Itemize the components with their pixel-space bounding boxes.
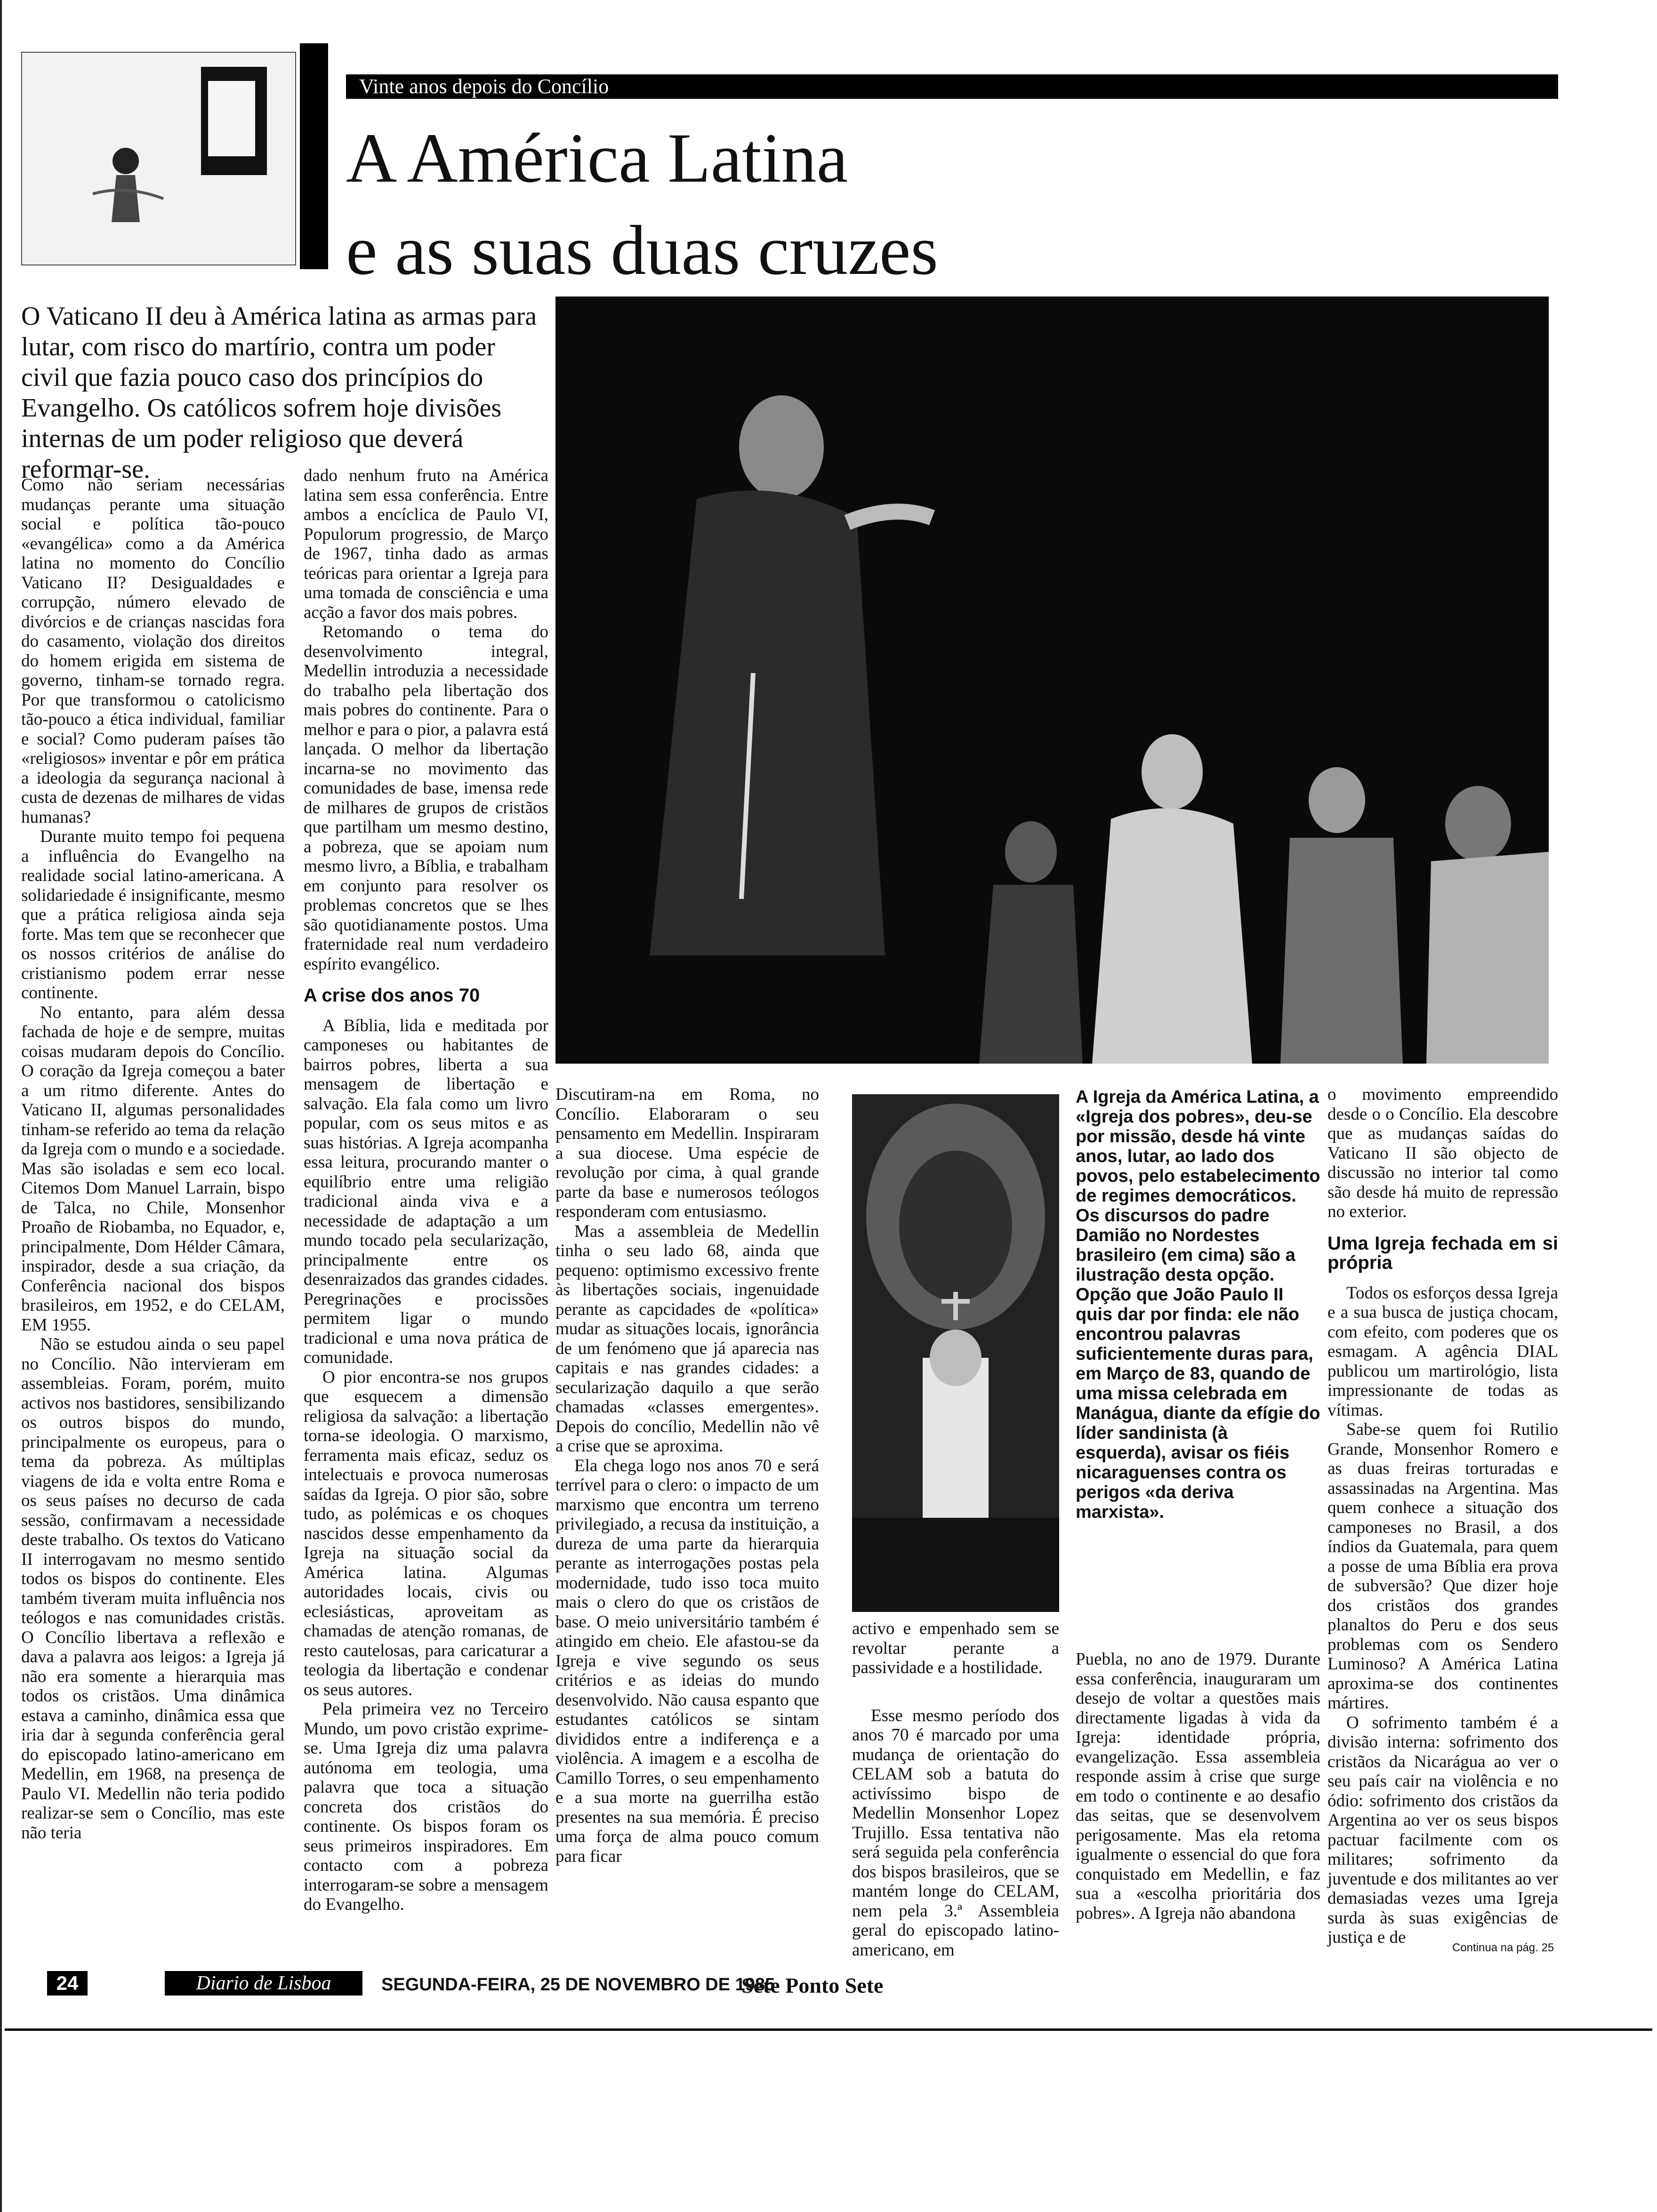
col3-para: Mas a assembleia de Medellin tinha o seu lado 68, ainda que pequeno: optimismo excessivo frente às libertações sociais, ingenuidade perante as capcidades de «política» mudar as situações locais, ignorância de um fenómeno que já aparecia nas capitais e nas grandes cidades: a secularização daquilo a que serão chamadas «classes emergentes». Depois do concílio, Medellin não vê a crise que se aproxima.: [555, 1221, 819, 1456]
col1-para: Durante muito tempo foi pequena a influência do Evangelho na realidade social latino-americana. A solidariedade é insignificante, mesmo que a prática religiosa ainda seja forte. Mas tem que se reconhecer que os nossos critérios de análise do cristianismo podem errar nesse continente.: [21, 827, 285, 1002]
main-photo: [555, 297, 1549, 1064]
headline: [346, 112, 938, 297]
continued-note: Continua na pág. 25: [1452, 1941, 1554, 1954]
col6b-para: Todos os esforços dessa Igreja e a sua busca de justiça chocam, com efeito, com poderes que os esmagam. A agência DIAL publicou um martirológio, lista impressionante de todas as vítimas.: [1327, 1283, 1558, 1420]
publication-name: Diario de Lisboa: [165, 1971, 362, 1996]
headline-line-2: e as suas duas cruzes: [346, 211, 938, 289]
subheading-igreja-fechada: Uma Igreja fechada em si própria: [1327, 1233, 1558, 1273]
col2-para: Retomando o tema do desenvolvimento integral, Medellin introduzia a necessidade do trabalho pela libertação dos mais pobres do continente. Para o melhor e para o pior, a palavra está lançada. O melhor da libertação incarna-se no movimento das comunidades de base, imensa rede de milhares de grupos de cristãos que partilham um mesmo destino, a pobreza, que se apoiam num mesmo livro, a Bíblia, e trabalham em conjunto para resolver os problemas concretos que se lhes são quotidianamente postos. Uma fraternidade real num verdadeiro espírito evangélico.: [304, 622, 548, 974]
article-column-2: [304, 466, 548, 1915]
col4-top-para: activo e empenhado sem se revoltar perante a passividade e a hostilidade.: [852, 1619, 1059, 1677]
lead-paragraph: O Vaticano II deu à América latina as armas para lutar, com risco do martírio, contra um poder civil que fazia pouco caso dos princípios do Evangelho. Os católicos sofrem hoje divisões internas de um poder religioso que deverá reformar-se.: [21, 302, 537, 484]
col5-para: Puebla, no ano de 1979. Durante essa conferência, inauguraram um desejo de voltar a questões mais directamente ligadas à vida da Igreja: identidade própria, evangelização. Essa assembleia responde assim à crise que surge em todo o continente e ao desafio das seitas, que se desenvolvem perigosamente. Mas ela retoma igualmente o essencial do que fora conquistado em Medellin, e faz sua a «escolha prioritária dos pobres». A Igreja não abandona: [1076, 1650, 1320, 1923]
col4-para: Esse mesmo período dos anos 70 é marcado por uma mudança de orientação do CELAM sob a batuta do activíssimo bispo de Medellin Monsenhor Lopez Trujillo. Essa tentativa não será seguida pela conferência dos bispos brasileiros, que se mantém longe do CELAM, nem pela 3.ª Assembleia geral do episcopado latino-americano, em: [852, 1706, 1059, 1960]
col3-para: Ela chega logo nos anos 70 e será terrível para o clero: o impacto de um marxismo que encontra um terreno privilegiado, a recusa da instituição, a dureza de uma parte da hierarquia perante as interrogações postas pela modernidade, tudo isso toca muito mais o clero do que os cristãos de base. O meio universitário também é atingido em cheio. Ele afastou-se da Igreja e vive segundo os seus critérios e as ideias do mundo desenvolvido. Não causa espanto que estudantes católicos se sintam divididos entre a indiferença e a violência. A imagem e a escolha de Camillo Torres, o seu empenhamento e a sua morte na guerrilha estão presentes na sua memória. É preciso uma força de alma pouco comum para ficar: [555, 1456, 819, 1866]
page-edge-line: [0, 0, 2, 2212]
col2-para: dado nenhum fruto na América latina sem essa conferência. Entre ambos a encíclica de Paulo VI, Populorum progressio, de Março de 1967, tinha dado as armas teóricas para orientar a Igreja para uma tomada de consciência e uma acção a favor dos mais pobres.: [304, 466, 548, 622]
col6-para: o movimento empreendido desde o o Concílio. Ela descobre que as mudanças saídas do Vaticano II são objecto de discussão no interior tal como são desde há muito de repressão no exterior.: [1327, 1085, 1558, 1221]
article-column-5: [1076, 1650, 1320, 1923]
col1-para: Como não seriam necessárias mudanças perante uma situação social e política tão-pouco «evangélica» como a da América latina no momento do Concílio Vaticano II? Desigualdades e corrupção, número elevado de divórcios e de crianças nascidas fora do casamento, violação dos direitos do homem erigida em sistema de governo, tinham-se tornado regra. Por que transformou o catolicismo tão-pouco a ética individual, familiar e social? Como puderam países tão «religiosos» inventar e pôr em prática a ideologia da segurança nacional à custa de dezenas de milhares de vidas humanas?: [21, 475, 285, 827]
col3-para: Discutiram-na em Roma, no Concílio. Elaboraram o seu pensamento em Medellin. Inspiraram a sua diocese. Uma espécie de revolução por cima, à qual grande parte da base e numerosos teólogos responderam com entusiasmo.: [555, 1085, 819, 1221]
article-column-6: [1327, 1085, 1558, 1948]
corner-photo: [21, 52, 296, 265]
kicker-bar: Vinte anos depois do Concílio: [346, 74, 1558, 99]
article-column-4: [852, 1619, 1059, 1960]
footer-rule: [5, 2028, 1652, 2031]
headline-line-1: A América Latina: [346, 119, 848, 197]
photo-caption: A Igreja da América Latina, a «Igreja dos pobres», deu-se por missão, desde há vinte anos, lutar, ao lado dos povos, pelo estabelecimento de regimes democráticos. Os discursos do padre Damião no Nordestes brasileiro (em cima) são a ilustração desta opção. Opção que João Paulo II quis dar por finda: ele não encontrou palavras suficientemente duras para, em Março de 83, quando de uma missa celebrada em Manágua, diante da efígie do líder sandinista (à esquerda), avisar os fiéis nicaraguenses contra os perigos «da deriva marxista».: [1076, 1087, 1320, 1522]
secondary-photo: [852, 1094, 1059, 1612]
col6b-para: O sofrimento também é a divisão interna: sofrimento dos cristãos da Nicarágua ao ver o seu país cair na violência e no ódio: sofrimento dos cristãos da Argentina ao ver os seus bispos pactuar facilmente com os militares; sofrimento da juventude e dos militantes ao ver demasiadas vezes uma Igreja surda às suas exigências de justiça e de: [1327, 1713, 1558, 1947]
col2b-para: A Bíblia, lida e meditada por camponeses ou habitantes de bairros pobres, liberta a sua mensagem de libertação e salvação. Ela fala como um livro popular, com os seus mitos e as suas histórias. A Igreja acompanha essa leitura, procurando manter o equilíbrio entre uma religião tradicional ainda viva e a necessidade de adaptação a um mundo tocado pela secularização, principalmente entre os desenraizados das grandes cidades. Peregrinações e procissões permitem ligar o mundo tradicional e uma nova prática de comunidade.: [304, 1016, 548, 1367]
article-column-1: [21, 475, 285, 1843]
title-vertical-bar: [300, 43, 328, 269]
article-column-3: [555, 1085, 819, 1866]
col1-para: Não se estudou ainda o seu papel no Concílio. Não intervieram em assembleias. Foram, porém, muito activos nos bastidores, sensibilizando os outros bispos do mundo, principalmente os europeus, para o tema da pobreza. As múltiplas viagens de ida e volta entre Roma e os seus países no decurso de cada sessão, confirmavam a necessidade deste trabalho. Os textos do Vaticano II interrogavam no mesmo sentido todos os bispos do continente. Eles também tiveram muita influência nos teólogos e nas comunidades cristãs. O Concílio libertava a reflexão e dava a palavra aos leigos: a Igreja já não era somente a hierarquia mas todos os cristãos. Uma dinâmica estava a caminho, dinâmica essa que iria dar à segunda conferência geral do episcopado latino-americano em Medellin, em 1968, na presença de Paulo VI. Medellin não teria podido realizar-se sem o Concílio, mas este não teria: [21, 1335, 285, 1843]
col2b-para: Pela primeira vez no Terceiro Mundo, um povo cristão exprime-se. Uma Igreja diz uma palavra autónoma em teologia, uma palavra que toca a situação concreta dos cristãos do continente. Os bispos foram os seus primeiros inspiradores. Em contacto com a pobreza interrogaram-se sobre a mensagem do Evangelho.: [304, 1699, 548, 1914]
dateline: SEGUNDA-FEIRA, 25 DE NOVEMBRO DE 1985: [381, 1975, 775, 1995]
section-name: Sete Ponto Sete: [741, 1973, 884, 1997]
col1-para: No entanto, para além dessa fachada de hoje e de sempre, muitas coisas mudaram depois do Concílio. O coração da Igreja começou a bater a um ritmo diferente. Antes do Vaticano II, algumas personalidades tinham-se referido ao tema da relação da Igreja com o mundo e a sociedade. Mas são isoladas e sem eco local. Citemos Dom Manuel Larrain, bispo de Talca, no Chile, Monsenhor Proaño de Riobamba, no Equador, e, principalmente, Dom Hélder Câmara, inspirador, desde a sua criação, da Conferência nacional dos bispos brasileiros, em 1952, e do CELAM, EM 1955.: [21, 1002, 285, 1335]
col6b-para: Sabe-se quem foi Rutilio Grande, Monsenhor Romero e as duas freiras torturadas e assassinadas na Argentina. Mas quem conhece a situação dos camponeses no Brasil, a dos índios da Guatemala, para quem a posse de uma Bíblia era prova de subversão? Que dizer hoje dos cristãos dos grandes planaltos do Peru e dos seus problemas com os Sendero Luminoso? A América Latina aproxima-se dos continentes mártires.: [1327, 1420, 1558, 1713]
subheading-crise: A crise dos anos 70: [304, 985, 480, 1006]
col2b-para: O pior encontra-se nos grupos que esquecem a dimensão religiosa da salvação: a libertação torna-se ideologia. O marxismo, ferramenta mais eficaz, seduz os intelectuais e provoca numerosas saídas da Igreja. O pior são, sobre tudo, as polémicas e os choques nascidos desse empenhamento da Igreja na situação social da América latina. Algumas autoridades locais, civis ou eclesiásticas, aproveitam as chamadas de atenção romanas, de resto cautelosas, para caricaturar a teologia da libertação e condenar os seus autores.: [304, 1367, 548, 1699]
page-number: 24: [47, 1971, 88, 1996]
